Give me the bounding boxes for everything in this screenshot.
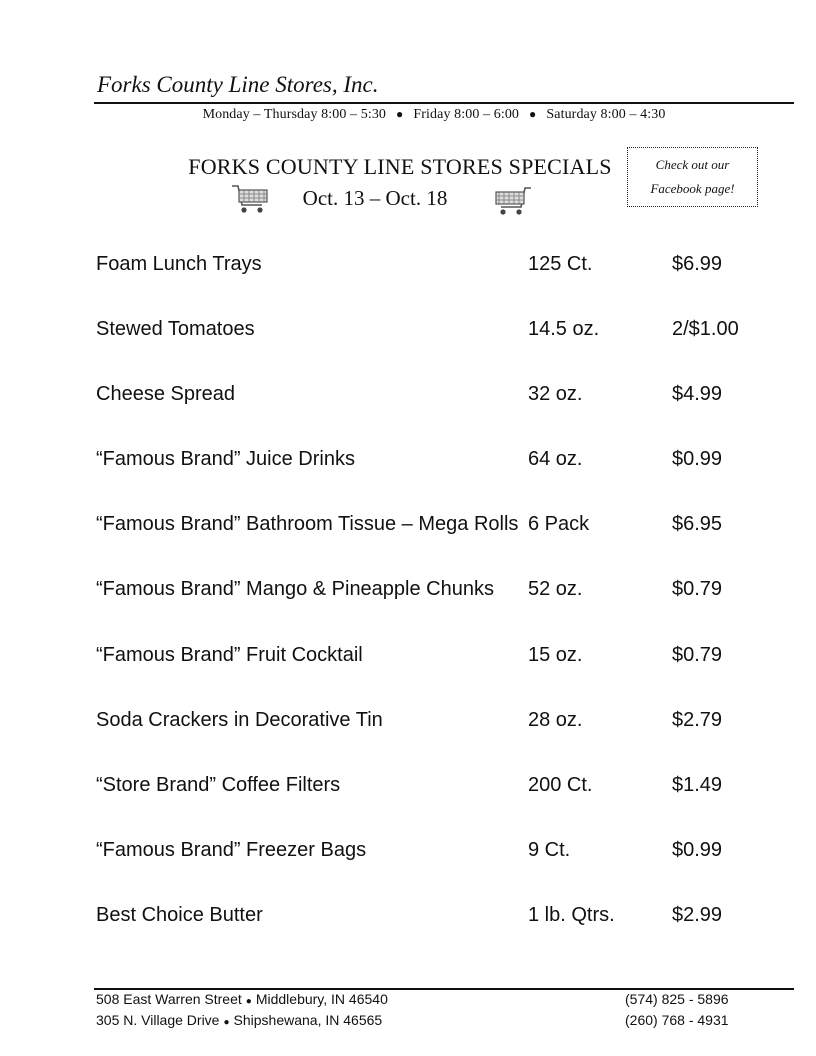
facebook-callout [627, 147, 758, 207]
item-price: $4.99 [672, 383, 723, 406]
item-name: “Famous Brand” Mango & Pineapple Chunks [96, 578, 494, 601]
address-middlebury [96, 991, 388, 1007]
item-price: $0.99 [672, 448, 723, 471]
item-name: Soda Crackers in Decorative Tin [96, 708, 383, 731]
item-price: $6.99 [672, 253, 723, 275]
bullet-icon: ● [223, 1017, 230, 1028]
city: Middlebury, IN 46540 [255, 991, 388, 1007]
store-hours [94, 107, 774, 123]
item-name: “Famous Brand” Juice Drinks [96, 448, 355, 471]
street: 305 N. Village Drive [96, 1012, 220, 1028]
phone-middlebury: (574) 825 - 5896 [625, 991, 729, 1007]
list-item [96, 898, 786, 963]
item-price: $0.79 [672, 643, 723, 666]
address-shipshewana [96, 1012, 382, 1028]
hours-saturday: Saturday 8:00 – 4:30 [546, 107, 666, 122]
item-size: 64 oz. [528, 448, 583, 471]
facebook-line-1: Check out our [655, 157, 730, 172]
list-item [96, 638, 786, 703]
item-name: Best Choice Butter [96, 903, 263, 926]
item-size: 6 Pack [528, 513, 590, 536]
item-size: 125 Ct. [528, 253, 593, 275]
item-size: 200 Ct. [528, 773, 593, 796]
city: Shipshewana, IN 46565 [233, 1012, 383, 1028]
shopping-cart-icon [230, 181, 270, 217]
item-price: 2/$1.00 [672, 318, 739, 341]
hours-weekdays: Monday – Thursday 8:00 – 5:30 [202, 107, 387, 122]
item-name: “Store Brand” Coffee Filters [96, 773, 341, 796]
item-size: 15 oz. [528, 643, 583, 666]
item-name: Foam Lunch Trays [96, 253, 262, 275]
header-rule [94, 102, 794, 104]
item-size: 28 oz. [528, 708, 583, 731]
list-item [96, 768, 786, 833]
bullet-icon: ● [245, 996, 252, 1007]
item-size: 9 Ct. [528, 838, 571, 861]
street: 508 East Warren Street [96, 991, 242, 1007]
item-size: 14.5 oz. [528, 318, 600, 341]
facebook-line-2: Facebook page! [650, 181, 735, 196]
shopping-cart-icon [493, 183, 533, 219]
footer-rule [94, 988, 794, 990]
item-name: “Famous Brand” Bathroom Tissue – Mega Rolls [96, 513, 519, 536]
hours-friday: Friday 8:00 – 6:00 [413, 107, 520, 122]
list-item [96, 572, 786, 637]
list-item [96, 703, 786, 768]
item-price: $0.79 [672, 578, 723, 601]
company-name: Forks County Line Stores, Inc. [97, 72, 379, 97]
item-name: “Famous Brand” Freezer Bags [96, 838, 367, 861]
item-price: $6.95 [672, 513, 723, 536]
list-item [96, 507, 786, 572]
specials-list [96, 247, 786, 963]
item-name: Stewed Tomatoes [96, 318, 255, 341]
item-price: $0.99 [672, 838, 723, 861]
item-size: 52 oz. [528, 578, 583, 601]
list-item [96, 833, 786, 898]
list-item [96, 442, 786, 507]
item-price: $2.99 [672, 903, 723, 926]
item-name: Cheese Spread [96, 383, 235, 406]
item-name: “Famous Brand” Fruit Cocktail [96, 643, 363, 666]
item-price: $2.79 [672, 708, 723, 731]
item-price: $1.49 [672, 773, 723, 796]
specials-title: FORKS COUNTY LINE STORES SPECIALS [188, 154, 612, 179]
item-size: 32 oz. [528, 383, 583, 406]
list-item [96, 312, 786, 377]
bullet-icon: ● [529, 107, 537, 121]
bullet-icon: ● [396, 107, 404, 121]
list-item [96, 377, 786, 442]
item-size: 1 lb. Qtrs. [528, 903, 615, 926]
list-item [96, 247, 786, 312]
phone-shipshewana: (260) 768 - 4931 [625, 1012, 729, 1028]
specials-dates: Oct. 13 – Oct. 18 [302, 186, 448, 210]
